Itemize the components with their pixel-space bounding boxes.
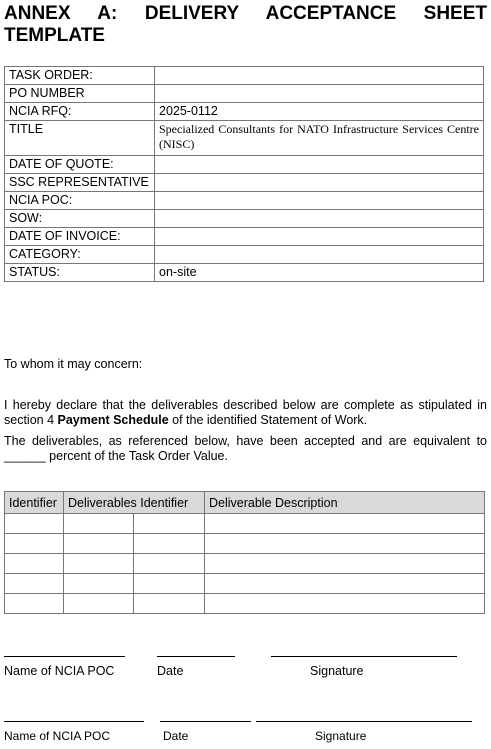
table-cell[interactable] bbox=[205, 574, 485, 594]
salutation: To whom it may concern: bbox=[4, 357, 143, 371]
info-label: DATE OF INVOICE: bbox=[5, 228, 155, 246]
info-row-title bbox=[5, 121, 484, 156]
info-label: CATEGORY: bbox=[5, 246, 155, 264]
column-header-deliverables-identifier: Deliverables Identifier bbox=[64, 492, 205, 514]
table-cell[interactable] bbox=[5, 534, 64, 554]
info-value: 2025-0112 bbox=[155, 103, 484, 121]
column-header-identifier: Identifier bbox=[5, 492, 64, 514]
info-value: on-site bbox=[155, 264, 484, 282]
table-cell[interactable] bbox=[134, 574, 205, 594]
page-title: ANNEX A: DELIVERY ACCEPTANCE SHEET TEMPLATE bbox=[4, 3, 487, 46]
table-cell[interactable] bbox=[64, 594, 134, 614]
info-label: DATE OF QUOTE: bbox=[5, 156, 155, 174]
payment-schedule-reference: Payment Schedule bbox=[57, 413, 169, 427]
info-label: NCIA POC: bbox=[5, 192, 155, 210]
table-cell[interactable] bbox=[134, 594, 205, 614]
acceptance-paragraph: The deliverables, as referenced below, have been accepted and are equivalent to ______ percent of the Task Order Value. bbox=[4, 434, 487, 463]
table-cell[interactable] bbox=[64, 574, 134, 594]
info-row-po-number bbox=[5, 85, 484, 103]
deliverables-header-row bbox=[5, 492, 485, 514]
name-of-poc-label: Name of NCIA POC bbox=[4, 664, 115, 678]
info-row-ssc-representative bbox=[5, 174, 484, 192]
info-value bbox=[155, 156, 484, 174]
info-value bbox=[155, 85, 484, 103]
table-cell[interactable] bbox=[64, 554, 134, 574]
table-cell[interactable] bbox=[5, 594, 64, 614]
order-info-table bbox=[4, 66, 484, 282]
info-row-date-of-quote bbox=[5, 156, 484, 174]
info-value bbox=[155, 192, 484, 210]
info-value bbox=[155, 210, 484, 228]
date-signature-line bbox=[157, 656, 235, 657]
table-cell[interactable] bbox=[5, 554, 64, 574]
table-cell[interactable] bbox=[134, 514, 205, 534]
declaration-text: I hereby declare that the deliverables described below are complete as stipulated in section 4 bbox=[4, 398, 487, 427]
info-row-ncia-rfq bbox=[5, 103, 484, 121]
signature-label: Signature bbox=[315, 729, 367, 743]
deliverables-table bbox=[4, 491, 485, 614]
info-row-ncia-poc bbox=[5, 192, 484, 210]
name-of-poc-label: Name of NCIA POC bbox=[4, 729, 111, 743]
table-cell[interactable] bbox=[64, 534, 134, 554]
info-label: TITLE bbox=[5, 121, 155, 156]
table-cell[interactable] bbox=[205, 514, 485, 534]
signature-line bbox=[256, 721, 472, 722]
name-signature-line bbox=[4, 721, 144, 722]
table-row bbox=[5, 534, 485, 554]
date-label: Date bbox=[163, 729, 189, 743]
info-value bbox=[155, 246, 484, 264]
table-cell[interactable] bbox=[134, 554, 205, 574]
info-row-date-of-invoice bbox=[5, 228, 484, 246]
info-value: Specialized Consultants for NATO Infrastructure Services Centre (NISC) bbox=[155, 121, 484, 156]
declaration-paragraph bbox=[4, 398, 487, 428]
date-label: Date bbox=[157, 664, 184, 678]
info-label: STATUS: bbox=[5, 264, 155, 282]
info-row-task-order bbox=[5, 67, 484, 85]
info-label: TASK ORDER: bbox=[5, 67, 155, 85]
table-row bbox=[5, 554, 485, 574]
table-cell[interactable] bbox=[5, 574, 64, 594]
info-label: PO NUMBER bbox=[5, 85, 155, 103]
table-cell[interactable] bbox=[205, 534, 485, 554]
date-signature-line bbox=[160, 721, 251, 722]
table-cell[interactable] bbox=[205, 554, 485, 574]
info-value bbox=[155, 228, 484, 246]
table-cell[interactable] bbox=[64, 514, 134, 534]
table-cell[interactable] bbox=[134, 534, 205, 554]
info-row-category bbox=[5, 246, 484, 264]
table-cell[interactable] bbox=[205, 594, 485, 614]
info-row-sow bbox=[5, 210, 484, 228]
signature-line bbox=[271, 656, 457, 657]
declaration-text-end: of the identified Statement of Work. bbox=[168, 413, 368, 427]
info-value bbox=[155, 67, 484, 85]
name-signature-line bbox=[4, 656, 125, 657]
table-row bbox=[5, 594, 485, 614]
table-cell[interactable] bbox=[5, 514, 64, 534]
table-row bbox=[5, 514, 485, 534]
info-label: SOW: bbox=[5, 210, 155, 228]
signature-label: Signature bbox=[310, 664, 364, 678]
info-label: NCIA RFQ: bbox=[5, 103, 155, 121]
info-label: SSC REPRESENTATIVE bbox=[5, 174, 155, 192]
info-value bbox=[155, 174, 484, 192]
info-row-status bbox=[5, 264, 484, 282]
column-header-deliverable-description: Deliverable Description bbox=[205, 492, 485, 514]
table-row bbox=[5, 574, 485, 594]
